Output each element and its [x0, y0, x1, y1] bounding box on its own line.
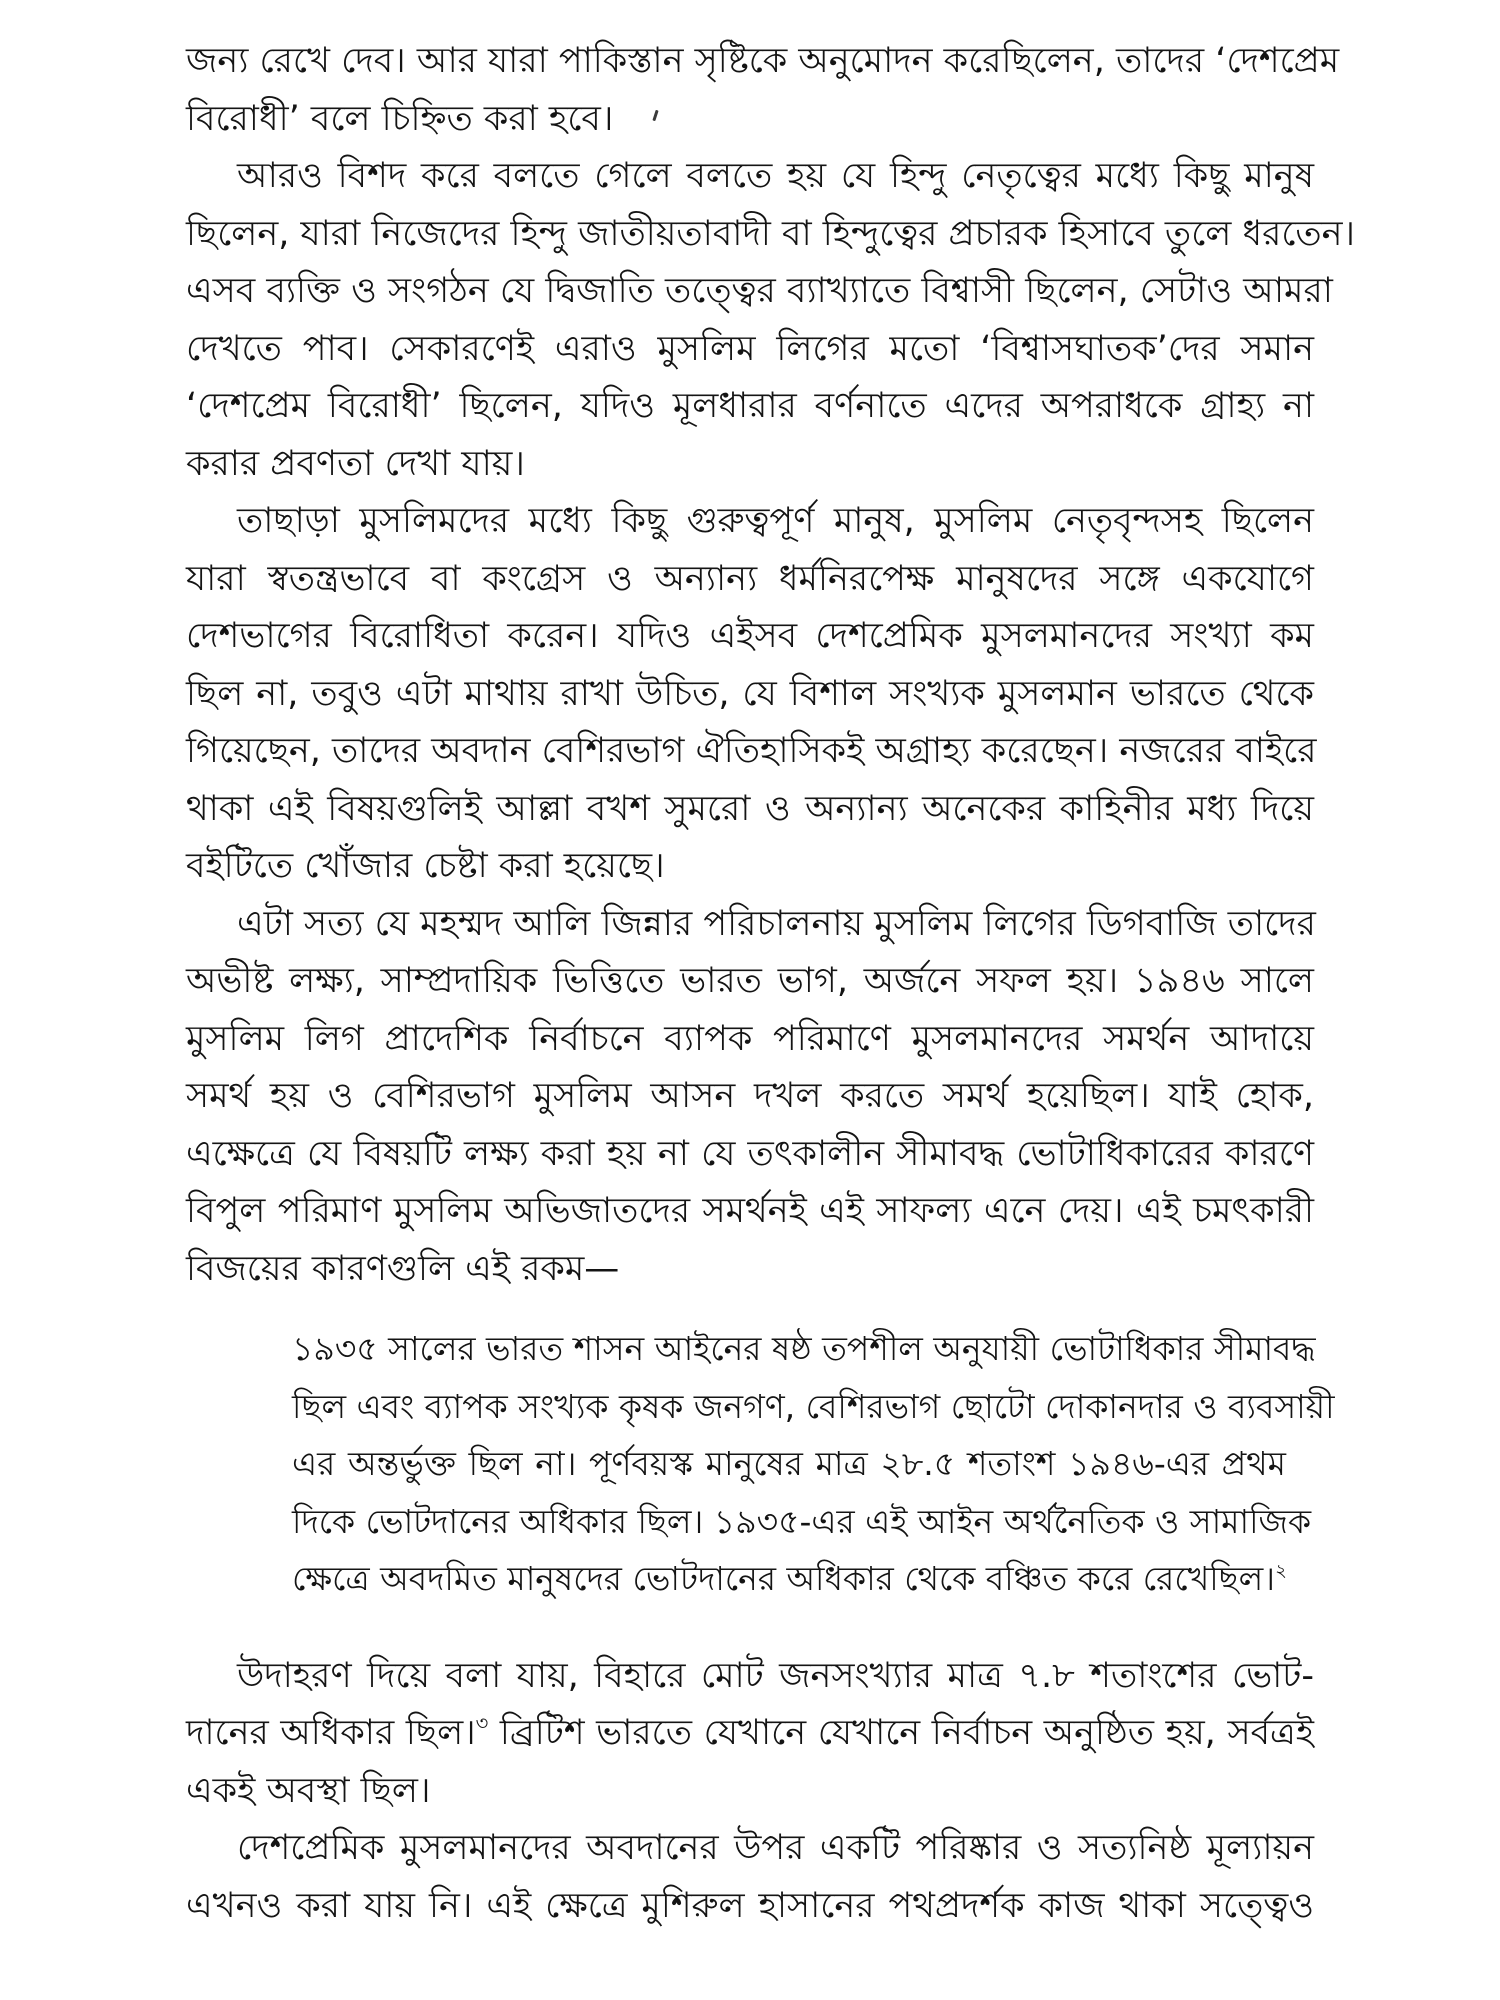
footnote-ref: ৩ — [475, 1711, 489, 1735]
text-line: অভীষ্ট লক্ষ্য, সাম্প্রদায়িক ভিত্তিতে ভারত ভাগ, অর্জনে সফল হয়। ১৯৪৬ সালে — [186, 961, 1314, 1001]
text-line: বইটিতে খোঁজার চেষ্টা করা হয়েছে। — [186, 846, 665, 886]
text-line: একই অবস্থা ছিল। — [186, 1770, 431, 1811]
text-line: এখনও করা যায় নি। এই ক্ষেত্রে মুশিরুল হাসানের পথপ্রদর্শক কাজ থাকা সত্ত্বেও — [186, 1885, 1314, 1926]
text-line: বিরোধী’ বলে চিহ্নিত করা হবে। — [186, 98, 614, 139]
text-line: দেশভাগের বিরোধিতা করেন। যদিও এইসব দেশপ্রেমিক মুসলমানদের সংখ্যা কম — [186, 616, 1314, 656]
text-column — [186, 33, 1356, 1935]
text-line: বিজয়ের কারণগুলি এই রকম— — [186, 1248, 620, 1289]
text-line: মুসলিম লিগ প্রাদেশিক নির্বাচনে ব্যাপক পরিমাণে মুসলমানদের সমর্থন আদায়ে — [186, 1018, 1314, 1059]
text-line: বিপুল পরিমাণ মুসলিম অভিজাতদের সমর্থনই এই সাফল্য এনে দেয়। এই চমৎকারী — [186, 1191, 1314, 1231]
quote-line: দিকে ভোটদানের অধিকার ছিল। ১৯৩৫-এর এই আইন অর্থনৈতিক ও সামাজিক — [292, 1501, 1312, 1541]
text-line: উদাহরণ দিয়ে বলা যায়, বিহারে মোট জনসংখ্যার মাত্র ৭.৮ শতাংশের ভোট- — [237, 1655, 1314, 1696]
text-line: আরও বিশদ করে বলতে গেলে বলতে হয় যে হিন্দু নেতৃত্বের মধ্যে কিছু মানুষ — [237, 156, 1314, 196]
paragraph — [186, 33, 1340, 148]
text-line: ‘দেশপ্রেম বিরোধী’ ছিলেন, যদিও মূলধারার বর্ণনাতে এদের অপরাধকে গ্রাহ্য না — [186, 386, 1314, 426]
text-line: এটা সত্য যে মহম্মদ আলি জিন্নার পরিচালনায় মুসলিম লিগের ডিগবাজি তাদের — [237, 903, 1316, 944]
text-segment: দানের অধিকার ছিল। — [186, 1713, 476, 1753]
text-line: ছিল না, তবুও এটা মাথায় রাখা উচিত, যে বিশাল সংখ্যক মুসলমান ভারতে থেকে — [186, 673, 1314, 714]
text-line: দেখতে পাব। সেকারণেই এরাও মুসলিম লিগের মতো ‘বিশ্বাসঘাতক’দের সমান — [186, 328, 1314, 369]
text-line: জন্য রেখে দেব। আর যারা পাকিস্তান সৃষ্টিকে অনুমোদন করেছিলেন, তাদের ‘দেশপ্রেম — [186, 41, 1340, 81]
paragraph — [186, 493, 1317, 896]
block-quote — [292, 1320, 1335, 1608]
text-line: করার প্রবণতা দেখা যায়। — [186, 443, 525, 484]
quote-line — [292, 1550, 1286, 1608]
paragraph — [186, 1820, 1314, 1935]
text-line: দেশপ্রেমিক মুসলমানদের অবদানের উপর একটি পরিষ্কার ও সত্যনিষ্ঠ মূল্যায়ন — [237, 1828, 1314, 1868]
text-line: ছিলেন, যারা নিজেদের হিন্দু জাতীয়তাবাদী বা হিন্দুত্বের প্রচারক হিসাবে তুলে ধরতেন। — [186, 213, 1356, 254]
quote-line: ছিল এবং ব্যাপক সংখ্যক কৃষক জনগণ, বেশিরভাগ ছোটো দোকানদার ও ব্যবসায়ী — [292, 1386, 1335, 1426]
text-segment: ক্ষেত্রে অবদমিত মানুষদের ভোটদানের অধিকার থেকে বঞ্চিত করে রেখেছিল। — [292, 1559, 1276, 1598]
text-segment: ব্রিটিশ ভারতে যেখানে যেখানে নির্বাচন অনুষ্ঠিত হয়, সর্বত্রই — [488, 1713, 1314, 1753]
quote-line: ১৯৩৫ সালের ভারত শাসন আইনের ষষ্ঠ তপশীল অনুযায়ী ভোটাধিকার সীমাবদ্ধ — [292, 1329, 1316, 1368]
text-line — [186, 1705, 1314, 1763]
footnote-ref: ২ — [1275, 1560, 1287, 1582]
quote-line: এর অন্তর্ভুক্ত ছিল না। পূর্ণবয়স্ক মানুষের মাত্র ২৮.৫ শতাংশ ১৯৪৬-এর প্রথম — [292, 1444, 1286, 1483]
text-line: গিয়েছেন, তাদের অবদান বেশিরভাগ ঐতিহাসিকই অগ্রাহ্য করেছেন। নজরের বাইরে — [186, 731, 1317, 771]
text-line: সমর্থ হয় ও বেশিরভাগ মুসলিম আসন দখল করতে সমর্থ হয়েছিল। যাই হোক, — [186, 1076, 1314, 1116]
paragraph — [186, 1648, 1314, 1821]
paragraph — [186, 896, 1314, 1299]
paragraph — [186, 148, 1356, 493]
text-line: তাছাড়া মুসলিমদের মধ্যে কিছু গুরুত্বপূর্ণ মানুষ, মুসলিম নেতৃবৃন্দসহ ছিলেন — [237, 501, 1314, 541]
text-line: এসব ব্যক্তি ও সংগঠন যে দ্বিজাতি তত্ত্বের ব্যাখ্যাতে বিশ্বাসী ছিলেন, সেটাও আমরা — [186, 271, 1333, 311]
text-line: থাকা এই বিষয়গুলিই আল্লা বখশ সুমরো ও অন্যান্য অনেকের কাহিনীর মধ্য দিয়ে — [186, 788, 1314, 829]
text-line: যারা স্বতন্ত্রভাবে বা কংগ্রেস ও অন্যান্য ধর্মনিরপেক্ষ মানুষদের সঙ্গে একযোগে — [186, 558, 1314, 599]
text-line: এক্ষেত্রে যে বিষয়টি লক্ষ্য করা হয় না যে তৎকালীন সীমাবদ্ধ ভোটাধিকারের কারণে — [186, 1133, 1314, 1174]
